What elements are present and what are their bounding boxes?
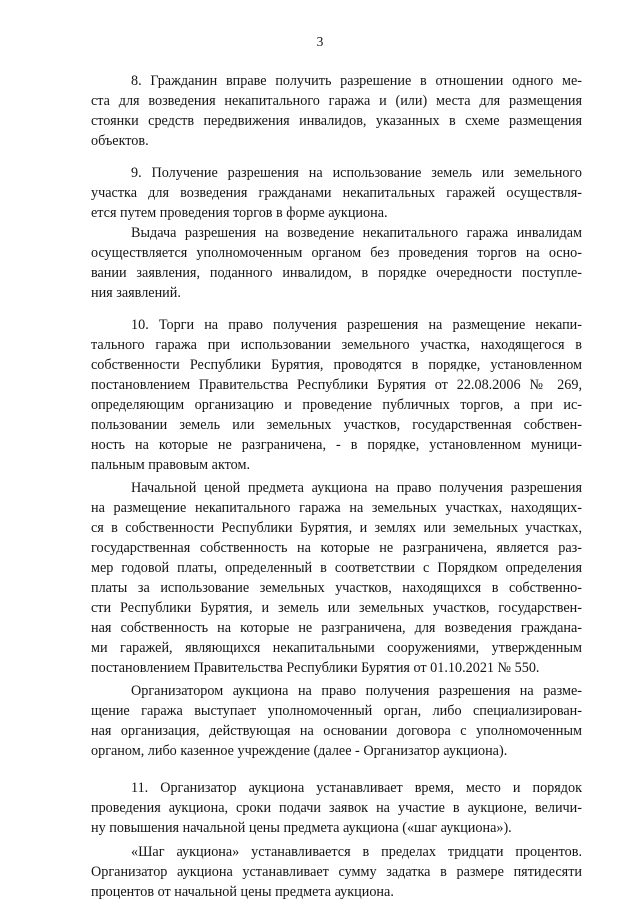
text-line: участка для возведения гражданами некапитальных гаражей осуществля-: [91, 185, 582, 201]
text-line: Выдача разрешения на возведение некапитального гаража инвалидам: [131, 225, 582, 241]
text-line: осуществляется уполномоченным органом без проведения торгов на осно-: [91, 245, 582, 261]
text-line: постановлением Правительства Республики Бурятия от 22.08.2006 № 269,: [91, 377, 582, 393]
text-line: Начальной ценой предмета аукциона на право получения разрешения: [131, 480, 582, 496]
text-line: Организатор аукциона устанавливает сумму задатка в размере пятидесяти: [91, 864, 582, 880]
text-line: 11. Организатор аукциона устанавливает время, место и порядок: [131, 780, 582, 796]
text-line: вании заявления, поданного инвалидом, в порядке очередности поступле-: [91, 265, 582, 281]
text-line: собственности Республики Бурятия, проводятся в порядке, установленном: [91, 357, 582, 373]
text-line: определяющим организацию и проведение публичных торгов, а при ис-: [91, 397, 582, 413]
text-line: 8. Гражданин вправе получить разрешение в отношении одного ме-: [131, 73, 582, 89]
page-number: 3: [316, 34, 324, 49]
text-line: стоянки средств передвижения инвалидов, указанных в схеме размещения: [91, 113, 582, 129]
text-line: 9. Получение разрешения на использование земель или земельного: [131, 165, 582, 181]
text-line: «Шаг аукциона» устанавливается в пределах тридцати процентов.: [131, 844, 582, 860]
text-line: ная организация, действующая на основании договора с уполномоченным: [91, 723, 582, 739]
text-line: мер годовой платы, определенный в соответствии с Порядком определения: [91, 560, 582, 576]
text-line: ется путем проведения торгов в форме аукциона.: [91, 205, 388, 221]
text-line: на размещение некапитального гаража на земельных участках, находящих-: [91, 500, 582, 516]
text-line: 10. Торги на право получения разрешения на размещение некапи-: [131, 317, 582, 333]
text-line: тального гаража при использовании земельного участка, находящегося в: [91, 337, 582, 353]
text-line: проведения аукциона, сроки подачи заявок на участие в аукционе, величи-: [91, 800, 582, 816]
text-line: платы за использование земельных участков, находящихся в собственно-: [91, 580, 582, 596]
text-line: ми гаражей, являющихся некапитальными сооружениями, утвержденным: [91, 640, 582, 656]
text-line: пользовании земель или земельных участков, государственная собствен-: [91, 417, 582, 433]
text-line: ста для возведения некапитального гаража и (или) места для размещения: [91, 93, 582, 109]
text-line: государственная собственность на которые не разграничена, является раз-: [91, 540, 582, 556]
text-line: щение гаража выступает уполномоченный орган, либо специализирован-: [91, 703, 582, 719]
text-line: сти Республики Бурятия, и земель или земельных участков, государствен-: [91, 600, 582, 616]
text-line: пальным правовым актом.: [91, 457, 251, 473]
text-line: ну повышения начальной цены предмета аукциона («шаг аукциона»).: [91, 820, 512, 836]
text-line: объектов.: [91, 133, 149, 149]
text-line: ся в собственности Республики Бурятия, и землях или земельных участках,: [91, 520, 582, 536]
text-line: ная собственность на которые не разграничена, для возведения граждана-: [91, 620, 582, 636]
text-line: органом, либо казенное учреждение (далее - Организатор аукциона).: [91, 743, 508, 759]
text-line: ния заявлений.: [91, 285, 181, 301]
text-line: постановлением Правительства Республики Бурятия от 01.10.2021 № 550.: [91, 660, 540, 676]
text-line: Организатором аукциона на право получения разрешения на разме-: [131, 683, 582, 699]
text-line: процентов от начальной цены предмета аукциона.: [91, 884, 394, 900]
text-line: ность на которые не разграничена, - в порядке, установленном муници-: [91, 437, 582, 453]
